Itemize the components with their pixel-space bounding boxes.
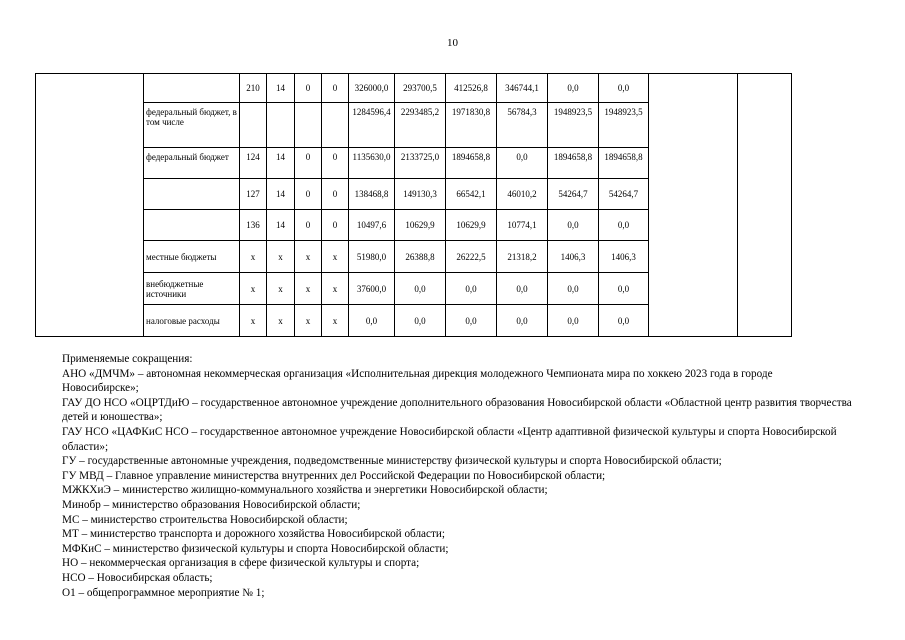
value-cell: 1284596,4 (349, 103, 395, 148)
value-cell: 54264,7 (548, 179, 599, 210)
value-cell: 0,0 (599, 210, 649, 241)
code-cell: 136 (240, 210, 267, 241)
value-cell: 66542,1 (446, 179, 497, 210)
code-cell: x (322, 241, 349, 273)
row-label (144, 179, 240, 210)
row-label: федеральный бюджет (144, 148, 240, 179)
code-cell: 14 (267, 179, 295, 210)
empty-cell (738, 74, 792, 337)
value-cell: 1406,3 (599, 241, 649, 273)
code-cell: x (240, 241, 267, 273)
value-cell: 51980,0 (349, 241, 395, 273)
value-cell: 0,0 (548, 74, 599, 103)
abbreviation-item: ГУ МВД – Главное управление министерства внутренних дел Российской Федерации по Новосибирской области; (62, 469, 606, 482)
value-cell: 21318,2 (497, 241, 548, 273)
value-cell: 326000,0 (349, 74, 395, 103)
value-cell: 10629,9 (446, 210, 497, 241)
row-label: налоговые расходы (144, 305, 240, 337)
code-cell (295, 103, 322, 148)
value-cell: 0,0 (446, 273, 497, 305)
code-cell: x (267, 305, 295, 337)
value-cell: 1135630,0 (349, 148, 395, 179)
code-cell: x (295, 305, 322, 337)
abbreviation-item: МТ – министерство транспорта и дорожного хозяйства Новосибирской области; (62, 528, 445, 541)
value-cell: 0,0 (497, 305, 548, 337)
value-cell: 0,0 (599, 74, 649, 103)
code-cell: x (295, 273, 322, 305)
value-cell: 138468,8 (349, 179, 395, 210)
value-cell: 2293485,2 (395, 103, 446, 148)
code-cell: x (267, 241, 295, 273)
value-cell: 0,0 (548, 210, 599, 241)
row-label (144, 210, 240, 241)
value-cell: 1894658,8 (446, 148, 497, 179)
value-cell: 0,0 (599, 305, 649, 337)
abbreviation-item: АНО «ДМЧМ» – автономная некоммерческая организация «Исполнительная дирекция молодежного Чемпионата мира по хоккею 2023 года в городе Новосибирске»; (62, 367, 773, 395)
code-cell (267, 103, 295, 148)
row-label: федеральный бюджет, в том числе (144, 103, 240, 148)
code-cell: x (240, 273, 267, 305)
value-cell: 10497,6 (349, 210, 395, 241)
value-cell: 10774,1 (497, 210, 548, 241)
code-cell (240, 103, 267, 148)
code-cell: x (322, 305, 349, 337)
value-cell: 346744,1 (497, 74, 548, 103)
code-cell: 210 (240, 74, 267, 103)
value-cell: 1948923,5 (548, 103, 599, 148)
code-cell: 124 (240, 148, 267, 179)
value-cell: 149130,3 (395, 179, 446, 210)
value-cell: 2133725,0 (395, 148, 446, 179)
table-row (36, 74, 792, 103)
abbreviation-item: НО – некоммерческая организация в сфере физической культуры и спорта; (62, 557, 420, 570)
abbreviation-item: Минобр – министерство образования Новосибирской области; (62, 498, 361, 511)
abbreviation-item: О1 – общепрограммное мероприятие № 1; (62, 586, 265, 599)
abbreviation-item: НСО – Новосибирская область; (62, 571, 213, 584)
value-cell: 56784,3 (497, 103, 548, 148)
code-cell: 14 (267, 210, 295, 241)
value-cell: 0,0 (395, 273, 446, 305)
code-cell: 0 (295, 74, 322, 103)
budget-table (35, 73, 792, 337)
value-cell: 54264,7 (599, 179, 649, 210)
abbreviations-section (62, 352, 852, 600)
value-cell: 1948923,5 (599, 103, 649, 148)
code-cell: 14 (267, 148, 295, 179)
abbreviation-item: ГУ – государственные автономные учреждения, подведомственные министерству физической культуры и спорта Новосибирской области; (62, 455, 722, 468)
code-cell: 0 (295, 148, 322, 179)
value-cell: 0,0 (395, 305, 446, 337)
value-cell: 1894658,8 (599, 148, 649, 179)
row-label (144, 74, 240, 103)
value-cell: 46010,2 (497, 179, 548, 210)
value-cell: 412526,8 (446, 74, 497, 103)
value-cell: 0,0 (497, 148, 548, 179)
code-cell: 0 (295, 210, 322, 241)
code-cell: x (267, 273, 295, 305)
code-cell (322, 103, 349, 148)
code-cell: 0 (295, 179, 322, 210)
row-label: местные бюджеты (144, 241, 240, 273)
value-cell: 10629,9 (395, 210, 446, 241)
code-cell: x (322, 273, 349, 305)
code-cell: 127 (240, 179, 267, 210)
value-cell: 1894658,8 (548, 148, 599, 179)
empty-cell (649, 74, 738, 337)
code-cell: 0 (322, 210, 349, 241)
value-cell: 0,0 (599, 273, 649, 305)
page-number: 10 (447, 37, 458, 49)
empty-cell (36, 74, 144, 337)
abbreviation-item: МЖКХиЭ – министерство жилищно-коммунального хозяйства и энергетики Новосибирской области; (62, 484, 548, 497)
abbreviations-heading: Применяемые сокращения: (62, 353, 193, 365)
value-cell: 0,0 (548, 273, 599, 305)
abbreviation-item: МС – министерство строительства Новосибирской области; (62, 513, 348, 526)
abbreviation-item: МФКиС – министерство физической культуры и спорта Новосибирской области; (62, 542, 449, 555)
code-cell: 14 (267, 74, 295, 103)
value-cell: 26388,8 (395, 241, 446, 273)
value-cell: 0,0 (548, 305, 599, 337)
abbreviation-item: ГАУ ДО НСО «ОЦРТДиЮ – государственное автономное учреждение дополнительного образования Новосибирской области «Областной центр развития творчества детей и юношества»; (62, 396, 852, 424)
value-cell: 1971830,8 (446, 103, 497, 148)
code-cell: 0 (322, 148, 349, 179)
value-cell: 26222,5 (446, 241, 497, 273)
value-cell: 0,0 (446, 305, 497, 337)
value-cell: 1406,3 (548, 241, 599, 273)
code-cell: x (295, 241, 322, 273)
value-cell: 293700,5 (395, 74, 446, 103)
code-cell: 0 (322, 179, 349, 210)
code-cell: 0 (322, 74, 349, 103)
row-label: внебюджетные источники (144, 273, 240, 305)
value-cell: 0,0 (349, 305, 395, 337)
abbreviation-item: ГАУ НСО «ЦАФКиС НСО – государственное автономное учреждение Новосибирской области «Центр адаптивной физической культуры и спорта Новосибирской области»; (62, 425, 837, 453)
value-cell: 0,0 (497, 273, 548, 305)
code-cell: x (240, 305, 267, 337)
value-cell: 37600,0 (349, 273, 395, 305)
